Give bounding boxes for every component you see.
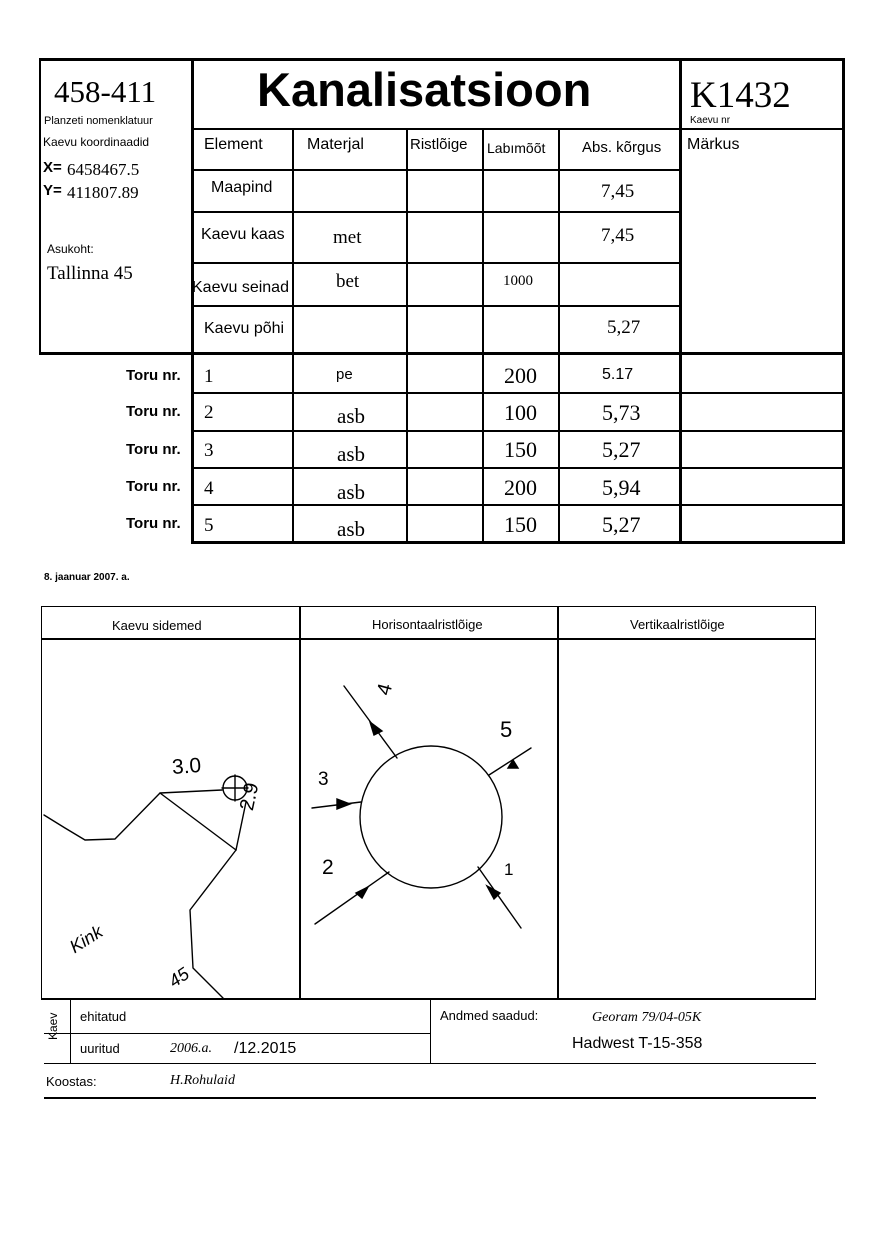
built-label: ehitatud [80,1009,127,1024]
surveyed-value: 2006.a. [170,1041,212,1056]
pipe-label: Toru nr. [126,441,181,458]
col-header-cross-section: Ristlõige [410,136,468,153]
pipe-material: asb [337,442,365,466]
element-material: bet [336,271,360,292]
element-name: Kaevu seinad [192,279,289,296]
pipe-elevation: 5,73 [602,400,641,425]
pipe-number: 3 [204,440,214,461]
element-diameter: 1000 [503,273,533,289]
y-label: Y= [43,182,62,199]
y-value: 411807.89 [67,183,139,202]
sketch-word: Kink [66,921,107,957]
col-header-elevation: Abs. kõrgus [582,139,662,156]
road-outline [190,850,236,998]
footer-divider [430,999,431,1063]
pipe-elevation: 5,27 [602,512,641,537]
pipe-elevation: 5,94 [602,475,641,500]
page-title: Kanalisatsioon [257,63,592,116]
coords-label: Kaevu koordinaadid [43,135,150,149]
pipe-material: asb [337,404,365,428]
surveyed-label: uuritud [80,1041,120,1056]
col-header-material: Materjal [307,136,364,153]
element-elevation: 7,45 [601,225,635,246]
pipe-label: Toru nr. [126,478,181,495]
element-name: Kaevu kaas [201,226,285,243]
road-outline [44,790,222,840]
pipe-elevation: 5.17 [602,366,634,383]
pipe-label: Toru nr. [126,403,181,420]
arrow-3 [337,799,350,809]
element-elevation: 7,45 [601,181,635,202]
pipe-line-5 [489,748,531,775]
pipe-direction-label: 5 [500,717,513,742]
data-source-value-2: Hadwest T-15-358 [572,1035,703,1052]
document-date: 8. jaanuar 2007. a. [44,572,130,583]
arrow-4 [370,722,382,735]
col-header-notes: Märkus [687,136,740,153]
col-header-diameter: Labımõõt [487,140,546,156]
footer-line [44,1063,816,1064]
arrow-2 [356,887,368,898]
pipe-label: Toru nr. [126,515,181,532]
pipe-line-1 [478,867,521,928]
element-name: Maapind [211,179,273,196]
data-source-label: Andmed saadud: [440,1008,539,1023]
element-name: Kaevu põhi [204,320,285,337]
pipe-elevation: 5,27 [602,437,641,462]
sketch-distance-1: 3.0 [171,754,202,779]
pipe-direction-label: 3 [318,769,329,790]
author-label: Koostas: [46,1074,97,1089]
well-label: Kaevu nr [690,115,731,126]
data-source-value: Georam 79/04-05K [592,1010,702,1025]
location-label: Asukoht: [47,242,94,256]
pipe-number: 2 [204,402,214,423]
col-header-element: Element [204,136,263,153]
well-circle [360,746,502,888]
pipe-material: pe [336,366,353,383]
pipe-diameter: 150 [504,437,537,462]
pipe-diameter: 200 [504,475,537,500]
pipe-diameter: 100 [504,400,537,425]
well-number: K1432 [690,75,791,116]
well-section-label: Kaev [46,1012,60,1040]
sheet-label: Planzeti nomenklatuur [44,115,153,127]
x-value: 6458467.5 [67,160,140,179]
footer-line [44,1033,430,1034]
pipe-number: 4 [204,478,214,499]
horizontal-section [312,686,531,928]
x-label: X= [43,159,62,176]
location-value: Tallinna 45 [47,263,133,284]
pipe-diameter: 200 [504,363,537,388]
connections-sketch [44,775,248,998]
pipe-material: asb [337,480,365,504]
pipe-direction-label: 1 [504,860,514,879]
sheet-number: 458-411 [54,74,157,109]
footer-line [44,1097,816,1099]
panel-title-horizontal: Horisontaalristlõige [372,617,483,632]
author-value: H.Rohulaid [170,1073,235,1088]
measure-line [160,793,236,850]
sketch-number: 45 [165,963,193,992]
panel-title-vertical: Vertikaalristlõige [630,617,725,632]
element-elevation: 5,27 [607,317,641,338]
footer-divider [70,999,71,1063]
pipe-direction-label: 4 [373,681,398,698]
pipe-label: Toru nr. [126,367,181,384]
sketch-distance-2: 2.9 [236,780,264,813]
pipe-diameter: 150 [504,512,537,537]
surveyed-extra: /12.2015 [234,1040,297,1057]
pipe-number: 1 [204,366,214,387]
pipe-material: asb [337,517,365,541]
pipe-number: 5 [204,515,214,536]
pipe-direction-label: 2 [322,856,334,879]
panel-title-connections: Kaevu sidemed [112,618,202,633]
element-material: met [333,227,362,248]
